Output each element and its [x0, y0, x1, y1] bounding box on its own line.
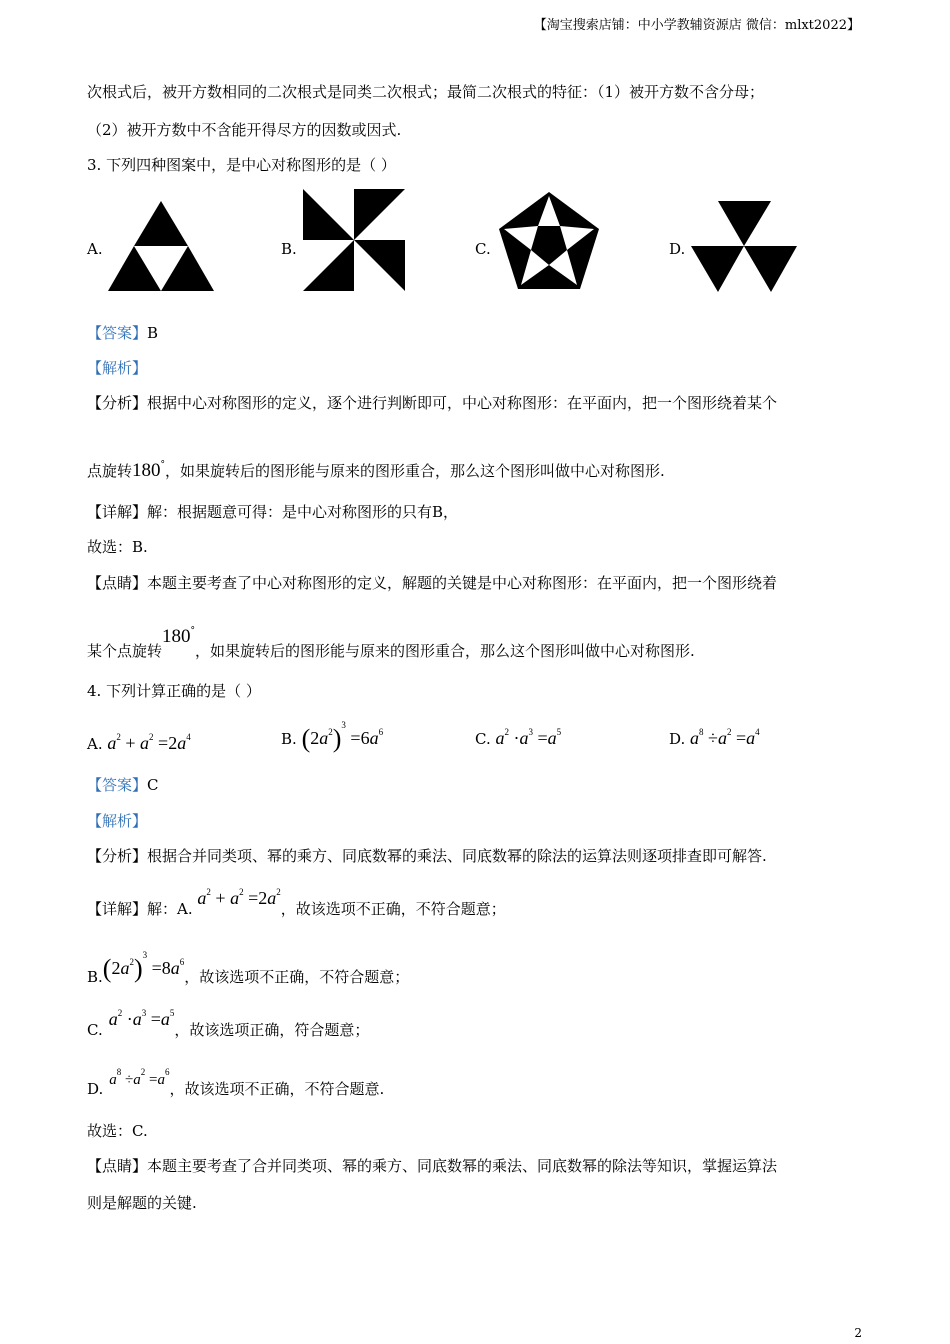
- degree-symbol: °: [160, 460, 166, 470]
- fenxi-text: 根据中心对称图形的定义，逐个进行判断即可，中心对称图形：在平面内，把一个图形绕着某个: [147, 394, 778, 412]
- q4-option-b: [281, 720, 383, 754]
- q4-detail-b: [87, 950, 410, 987]
- degree-symbol: °: [190, 626, 196, 636]
- q4-note-line-1: [87, 1156, 777, 1176]
- q4-option-c: [475, 727, 561, 749]
- math-expression: $a^8 \div a^2 =a^6$: [109, 1067, 170, 1088]
- option-label: C.: [475, 730, 491, 748]
- q4-option-d: [669, 727, 760, 749]
- q3-detail: [87, 502, 458, 522]
- q4-detail-a: [87, 887, 506, 919]
- note-tag: 【点睛】: [87, 1157, 148, 1175]
- option-label: A.: [87, 735, 103, 753]
- q4-note-line-2: 则是解题的关键.: [87, 1194, 197, 1212]
- q3-fenxi-line-1: [87, 393, 777, 413]
- q4-stem: 4. 下列计算正确的是（ ）: [87, 682, 261, 700]
- detail-text: 解：根据题意可得：是中心对称图形的只有B，: [147, 503, 459, 521]
- note-text: 本题主要考查了合并同类项、幂的乘方、同底数幂的乘法、同底数幂的除法等知识，掌握运算法: [147, 1157, 778, 1175]
- q3-note-line-1: [87, 573, 777, 593]
- math-expression: $(2a^2)^3 =6a^6$: [301, 720, 384, 753]
- q3-option-b-label: B.: [281, 240, 297, 258]
- q4-answer: [87, 775, 159, 795]
- q3-figure-a-triforce: [108, 200, 214, 292]
- q3-analysis-tag: 【解析】: [87, 359, 148, 377]
- math-expression: $a^2 \cdot a^3 =a^5$: [108, 1008, 175, 1029]
- q3-note-line-2: [87, 626, 695, 661]
- detail-a-tail: ，故该选项不正确，不符合题意；: [280, 900, 506, 918]
- math-expression: $a^8 \div a^2 =a^4$: [690, 727, 760, 748]
- fenxi-text-prefix: 点旋转: [87, 462, 133, 480]
- page-header: 【淘宝搜索店铺：中小学教辅资源店 微信：mlxt2022】: [533, 18, 860, 33]
- detail-label: D.: [87, 1080, 104, 1098]
- detail-label: C.: [87, 1021, 103, 1039]
- q4-analysis-tag: 【解析】: [87, 812, 148, 830]
- fenxi-text: 根据合并同类项、幂的乘方、同底数幂的乘法、同底数幂的除法的运算法则逐项排查即可解答.: [147, 847, 767, 865]
- q3-option-c-label: C.: [475, 240, 491, 258]
- q4-detail-d: [87, 1067, 385, 1100]
- page-number: 2: [854, 1326, 862, 1340]
- detail-prefix: 解：A.: [147, 900, 193, 918]
- option-label: D.: [669, 730, 686, 748]
- detail-d-tail: ，故该选项不正确，不符合题意.: [169, 1080, 385, 1098]
- detail-c-tail: ，故该选项正确，符合题意；: [174, 1021, 370, 1039]
- detail-tag: 【详解】: [87, 503, 148, 521]
- q4-fenxi: [87, 846, 767, 866]
- answer-value: C: [147, 776, 159, 794]
- q4-choose: 故选：C.: [87, 1122, 148, 1140]
- math-expression: $a^2 + a^2 =2a^4$: [107, 732, 191, 753]
- note-text: 本题主要考查了中心对称图形的定义，解题的关键是中心对称图形：在平面内，把一个图形绕着: [147, 574, 778, 592]
- q3-fenxi-line-2: [87, 455, 665, 481]
- math-expression: $a^2 \cdot a^3 =a^5$: [495, 727, 562, 748]
- intro-line-1: 次根式后，被开方数相同的二次根式是同类二次根式；最简二次根式的特征：（1）被开方数不含分母；: [87, 83, 765, 101]
- q3-option-a-label: A.: [87, 240, 103, 258]
- detail-label: B.: [87, 968, 103, 986]
- q3-figure-c-star-pentagon: [498, 192, 600, 292]
- q3-choose: 故选：B.: [87, 538, 148, 556]
- math-expression: $(2a^2)^3 =8a^6$: [102, 950, 185, 983]
- q3-answer: [87, 323, 158, 343]
- q3-stem: 3. 下列四种图案中，是中心对称图形的是（ ）: [87, 156, 396, 174]
- degree-180: 180: [132, 460, 161, 481]
- fenxi-tag: 【分析】: [87, 394, 148, 412]
- option-label: B.: [281, 730, 297, 748]
- fenxi-tag: 【分析】: [87, 847, 148, 865]
- q4-detail-c: [87, 1008, 370, 1040]
- q3-option-d-label: D.: [669, 240, 686, 258]
- answer-tag: 【答案】: [87, 324, 148, 342]
- fenxi-text-suffix: ，如果旋转后的图形能与原来的图形重合，那么这个图形叫做中心对称图形.: [165, 462, 665, 480]
- detail-tag: 【详解】: [87, 900, 148, 918]
- note-text-prefix: 某个点旋转: [87, 642, 163, 660]
- note-text-suffix: ，如果旋转后的图形能与原来的图形重合，那么这个图形叫做中心对称图形.: [195, 642, 695, 660]
- answer-tag: 【答案】: [87, 776, 148, 794]
- degree-180: 180: [162, 626, 191, 647]
- q3-figure-b-pinwheel: [303, 189, 405, 291]
- note-tag: 【点睛】: [87, 574, 148, 592]
- intro-line-2: （2）被开方数中不含能开得尽方的因数或因式.: [87, 121, 402, 139]
- math-expression: $a^2 + a^2 =2a^2$: [197, 887, 281, 908]
- answer-value: B: [147, 324, 159, 342]
- q4-option-a: [87, 727, 191, 754]
- detail-b-tail: ，故该选项不正确，不符合题意；: [184, 968, 410, 986]
- q3-figure-d-inverted-triangles: [691, 201, 797, 293]
